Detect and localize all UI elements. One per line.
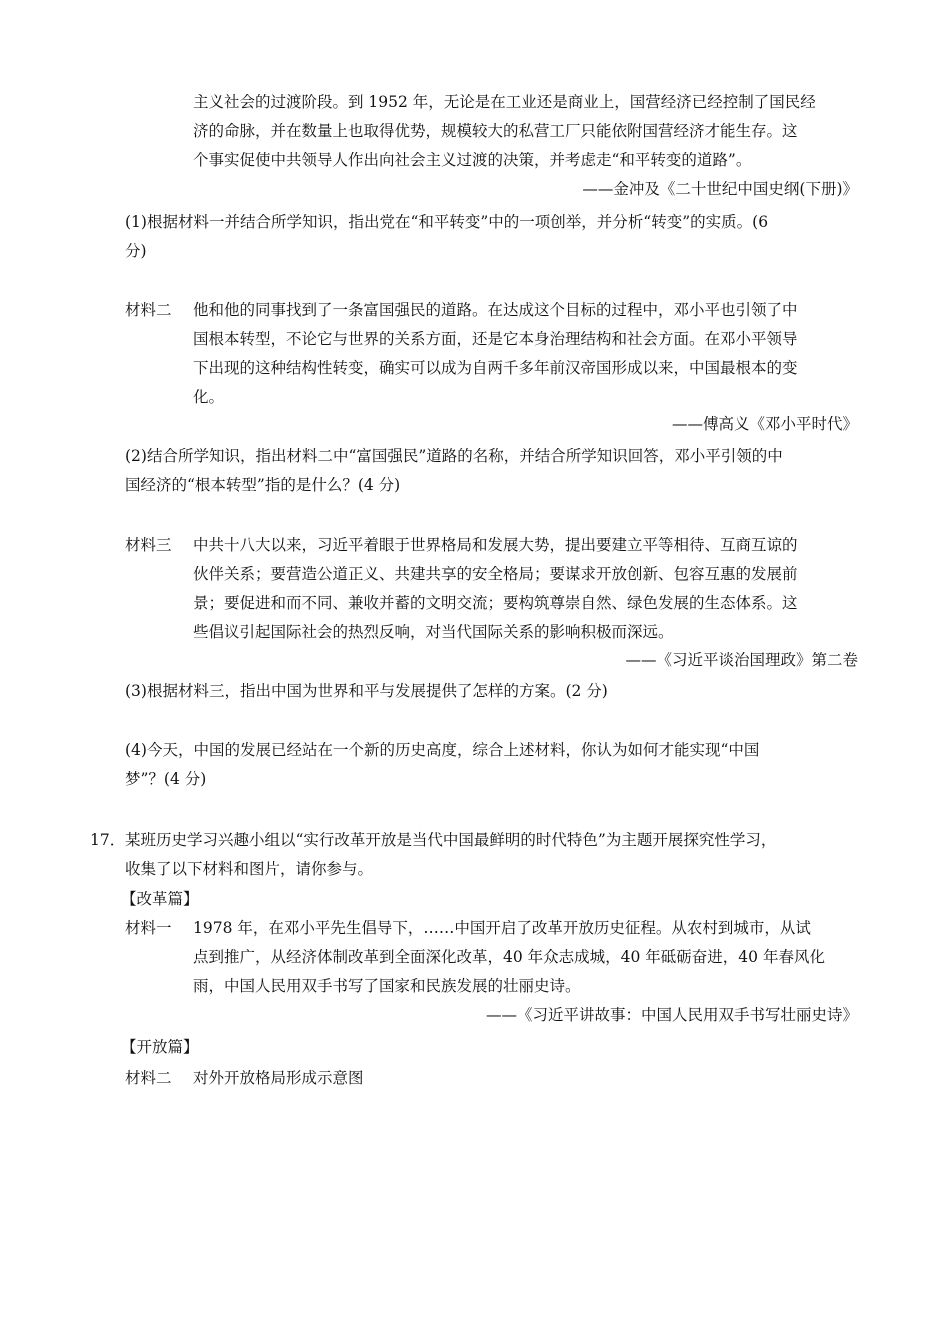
text-line: 国根本转型，不论它与世界的关系方面，还是它本身治理结构和社会方面。在邓小平领导 [193,330,798,348]
text-line: (4)今天，中国的发展已经站在一个新的历史高度，综合上述材料，你认为如何才能实现“中国 [125,741,760,759]
text-line: 某班历史学习兴趣小组以“实行改革开放是当代中国最鲜明的时代特色”为主题开展探究性学习， [125,831,777,849]
material-3-label: 材料三 [125,536,172,554]
text-line: 分) [125,242,147,260]
section-reform-heading: 【改革篇】 [121,890,199,908]
text-line: 个事实促使中共领导人作出向社会主义过渡的决策，并考虑走“和平转变的道路”。 [193,151,752,169]
text-line: 下出现的这种结构性转变，确实可以成为自两千多年前汉帝国形成以来，中国最根本的变 [193,359,798,377]
text-line: 他和他的同事找到了一条富国强民的道路。在达成这个目标的过程中，邓小平也引领了中 [193,301,798,319]
q17-material-1-text [193,914,858,1001]
section-open-heading: 【开放篇】 [121,1038,199,1056]
text-line: (1)根据材料一并结合所学知识，指出党在“和平转变”中的一项创举，并分析“转变”的实质。(6 [125,213,769,231]
question-17-number: 17． [90,831,126,849]
q17-material-2-label: 材料二 [125,1069,172,1087]
text-line: 点到推广，从经济体制改革到全面深化改革，40 年众志成城，40 年砥砺奋进，40 年春风化 [193,948,825,966]
text-line: 伙伴关系；要营造公道正义、共建共享的安全格局；要谋求开放创新、包容互惠的发展前 [193,565,798,583]
question-1 [125,208,860,266]
text-line: 雨，中国人民用双手书写了国家和民族发展的壮丽史诗。 [193,977,581,995]
material-1-continuation [193,88,858,175]
q17-material-2-caption: 对外开放格局形成示意图 [193,1069,364,1087]
text-line: 梦”？(4 分) [125,770,207,788]
question-4 [125,736,860,794]
text-line: 些倡议引起国际社会的热烈反响，对当代国际关系的影响积极而深远。 [193,623,674,641]
material-2-source: ——傅高义《邓小平时代》 [671,415,858,433]
text-line: 主义社会的过渡阶段。到 1952 年，无论是在工业还是商业上，国营经济已经控制了国民经 [193,93,816,111]
material-2-label: 材料二 [125,301,172,319]
material-2-text [193,296,858,412]
text-line: (2)结合所学知识，指出材料二中“富国强民”道路的名称，并结合所学知识回答，邓小平引领的中 [125,447,783,465]
material-1-source: ——金冲及《二十世纪中国史纲(下册)》 [582,180,858,198]
text-line: 国经济的“根本转型”指的是什么？(4 分) [125,476,401,494]
material-3-text [193,531,858,647]
text-line: 中共十八大以来，习近平着眼于世界格局和发展大势，提出要建立平等相待、互商互谅的 [193,536,798,554]
q17-material-1-source: ——《习近平讲故事：中国人民用双手书写壮丽史诗》 [485,1006,858,1024]
text-line: 收集了以下材料和图片，请你参与。 [125,860,374,878]
q17-material-1-label: 材料一 [125,919,172,937]
text-line: 化。 [193,388,225,406]
question-3: (3)根据材料三，指出中国为世界和平与发展提供了怎样的方案。(2 分) [125,682,608,700]
text-line: 1978 年，在邓小平先生倡导下，……中国开启了改革开放历史征程。从农村到城市，从试 [193,919,811,937]
material-3-source: ——《习近平谈治国理政》第二卷 [625,651,858,669]
question-17-intro [125,826,860,884]
question-2 [125,442,860,500]
text-line: 景；要促进和而不同、兼收并蓄的文明交流；要构筑尊崇自然、绿色发展的生态体系。这 [193,594,798,612]
text-line: 济的命脉，并在数量上也取得优势，规模较大的私营工厂只能依附国营经济才能生存。这 [193,122,798,140]
